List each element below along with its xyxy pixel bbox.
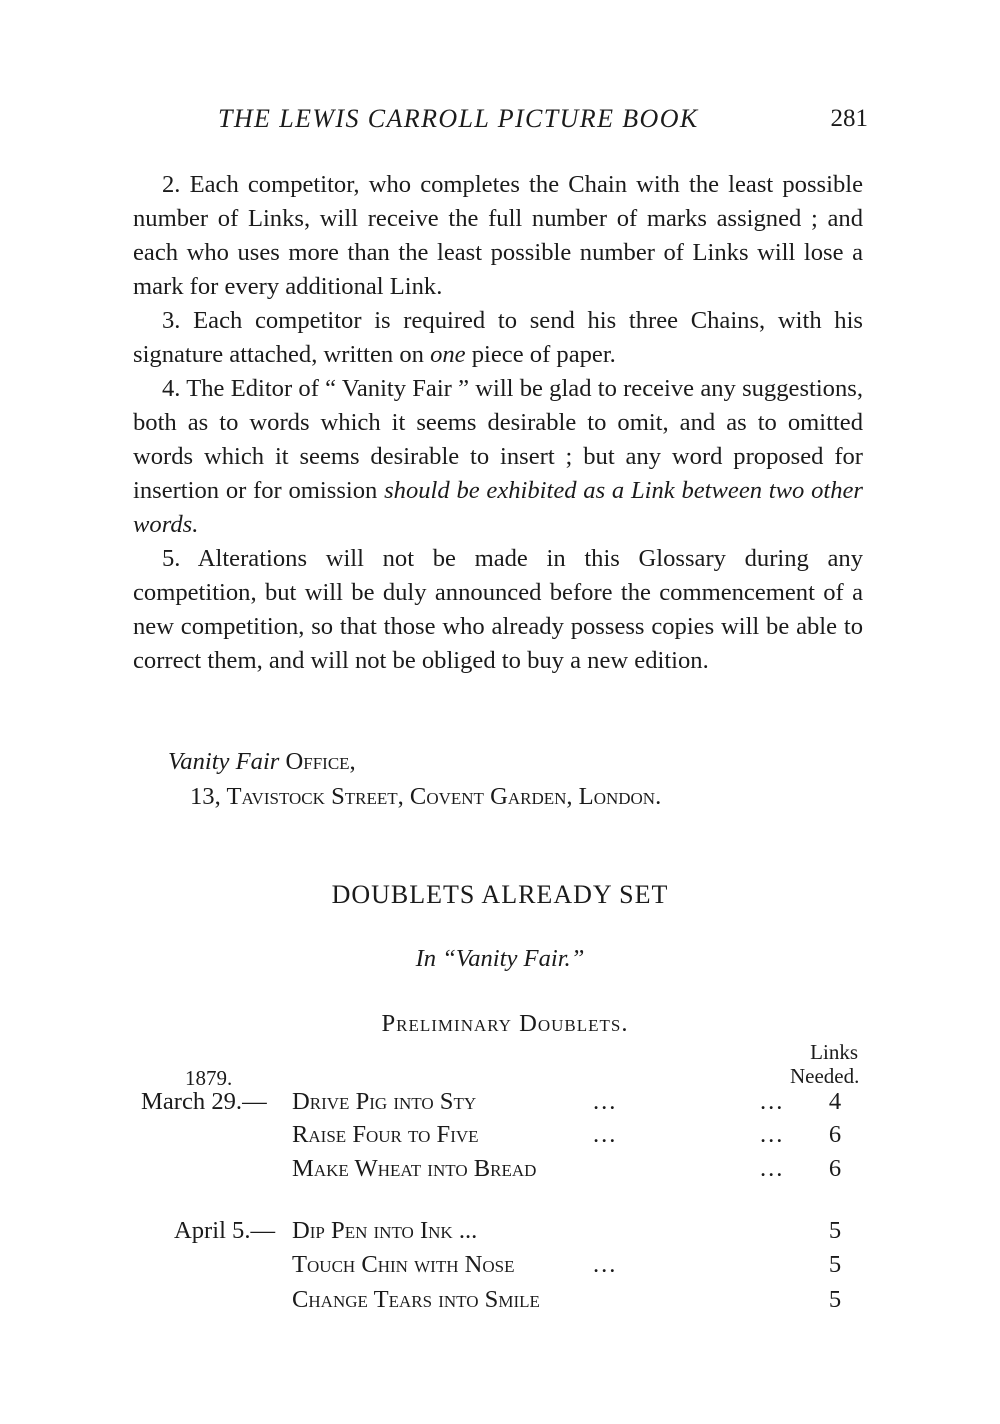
- section-subtitle: In “Vanity Fair.”: [415, 945, 585, 972]
- row-links: 5: [828, 1217, 842, 1244]
- table-row: [0, 1121, 1000, 1155]
- rules-text: [133, 168, 863, 678]
- row-date: March 29.—: [141, 1088, 267, 1115]
- leader-dots: ...: [760, 1088, 785, 1115]
- row-doublet: Raise Four to Five: [292, 1121, 479, 1148]
- row-doublet: Make Wheat into Bread: [292, 1155, 537, 1182]
- table-row: [0, 1251, 1000, 1285]
- row-links: 6: [828, 1155, 842, 1182]
- section-title: DOUBLETS ALREADY SET: [331, 880, 669, 909]
- links-column-header: Links Needed.: [790, 1040, 860, 1088]
- page-number: 281: [830, 105, 868, 132]
- row-links: 5: [828, 1251, 842, 1278]
- row-doublet: Drive Pig into Sty: [292, 1088, 477, 1115]
- rule-3: 3. Each competitor is required to send his three Chains, with his signature attached, written on one piece of paper.: [133, 307, 863, 368]
- subsection-title: Preliminary Doublets.: [381, 1010, 629, 1037]
- rule-4-emphasis: should be exhibited as a Link between two other words.: [133, 477, 864, 538]
- leader-dots: ...: [760, 1155, 785, 1182]
- page-header: [218, 104, 868, 140]
- year-label: 1879.: [185, 1066, 233, 1090]
- address-office: Vanity Fair Office,: [168, 748, 356, 775]
- leader-dots: ...: [593, 1121, 618, 1148]
- table-row: [0, 1217, 1000, 1251]
- running-title: THE LEWIS CARROLL PICTURE BOOK: [218, 104, 699, 133]
- leader-dots: ...: [760, 1121, 785, 1148]
- rule-4: 4. The Editor of “ Vanity Fair ” will be glad to receive any suggestions, both as to words which it seems desirable to omit, and as to omitted words which it seems desirable to insert ; but any word proposed for insertion or for omission should be exhibited as a Link between two other words.: [133, 375, 864, 538]
- table-row: [0, 1155, 1000, 1189]
- address-street: 13, Tavistock Street, Covent Garden, London.: [190, 783, 662, 810]
- rule-5: 5. Alterations will not be made in this Glossary during any competition, but will be duly announced before the commencement of a new competition, so that those who already possess copies will be able to correct them, and will not be obliged to buy a new edition.: [133, 545, 863, 674]
- table-row: [0, 1286, 1000, 1320]
- row-doublet: Change Tears into Smile: [292, 1286, 540, 1313]
- leader-dots: ...: [593, 1088, 618, 1115]
- table-row: [0, 1088, 1000, 1122]
- leader-dots: ...: [593, 1251, 618, 1278]
- row-links: 5: [828, 1286, 842, 1313]
- row-doublet: Touch Chin with Nose: [292, 1251, 515, 1278]
- rule-3-emphasis: one: [430, 341, 466, 368]
- row-links: 4: [828, 1088, 842, 1115]
- rule-2: 2. Each competitor, who completes the Chain with the least possible number of Links, will receive the full number of marks assigned ; and each who uses more than the least possible number of Links will lose a mark for every additional Link.: [133, 171, 863, 300]
- row-links: 6: [828, 1121, 842, 1148]
- row-date: April 5.—: [174, 1217, 276, 1244]
- row-doublet: Dip Pen into Ink ...: [292, 1217, 478, 1244]
